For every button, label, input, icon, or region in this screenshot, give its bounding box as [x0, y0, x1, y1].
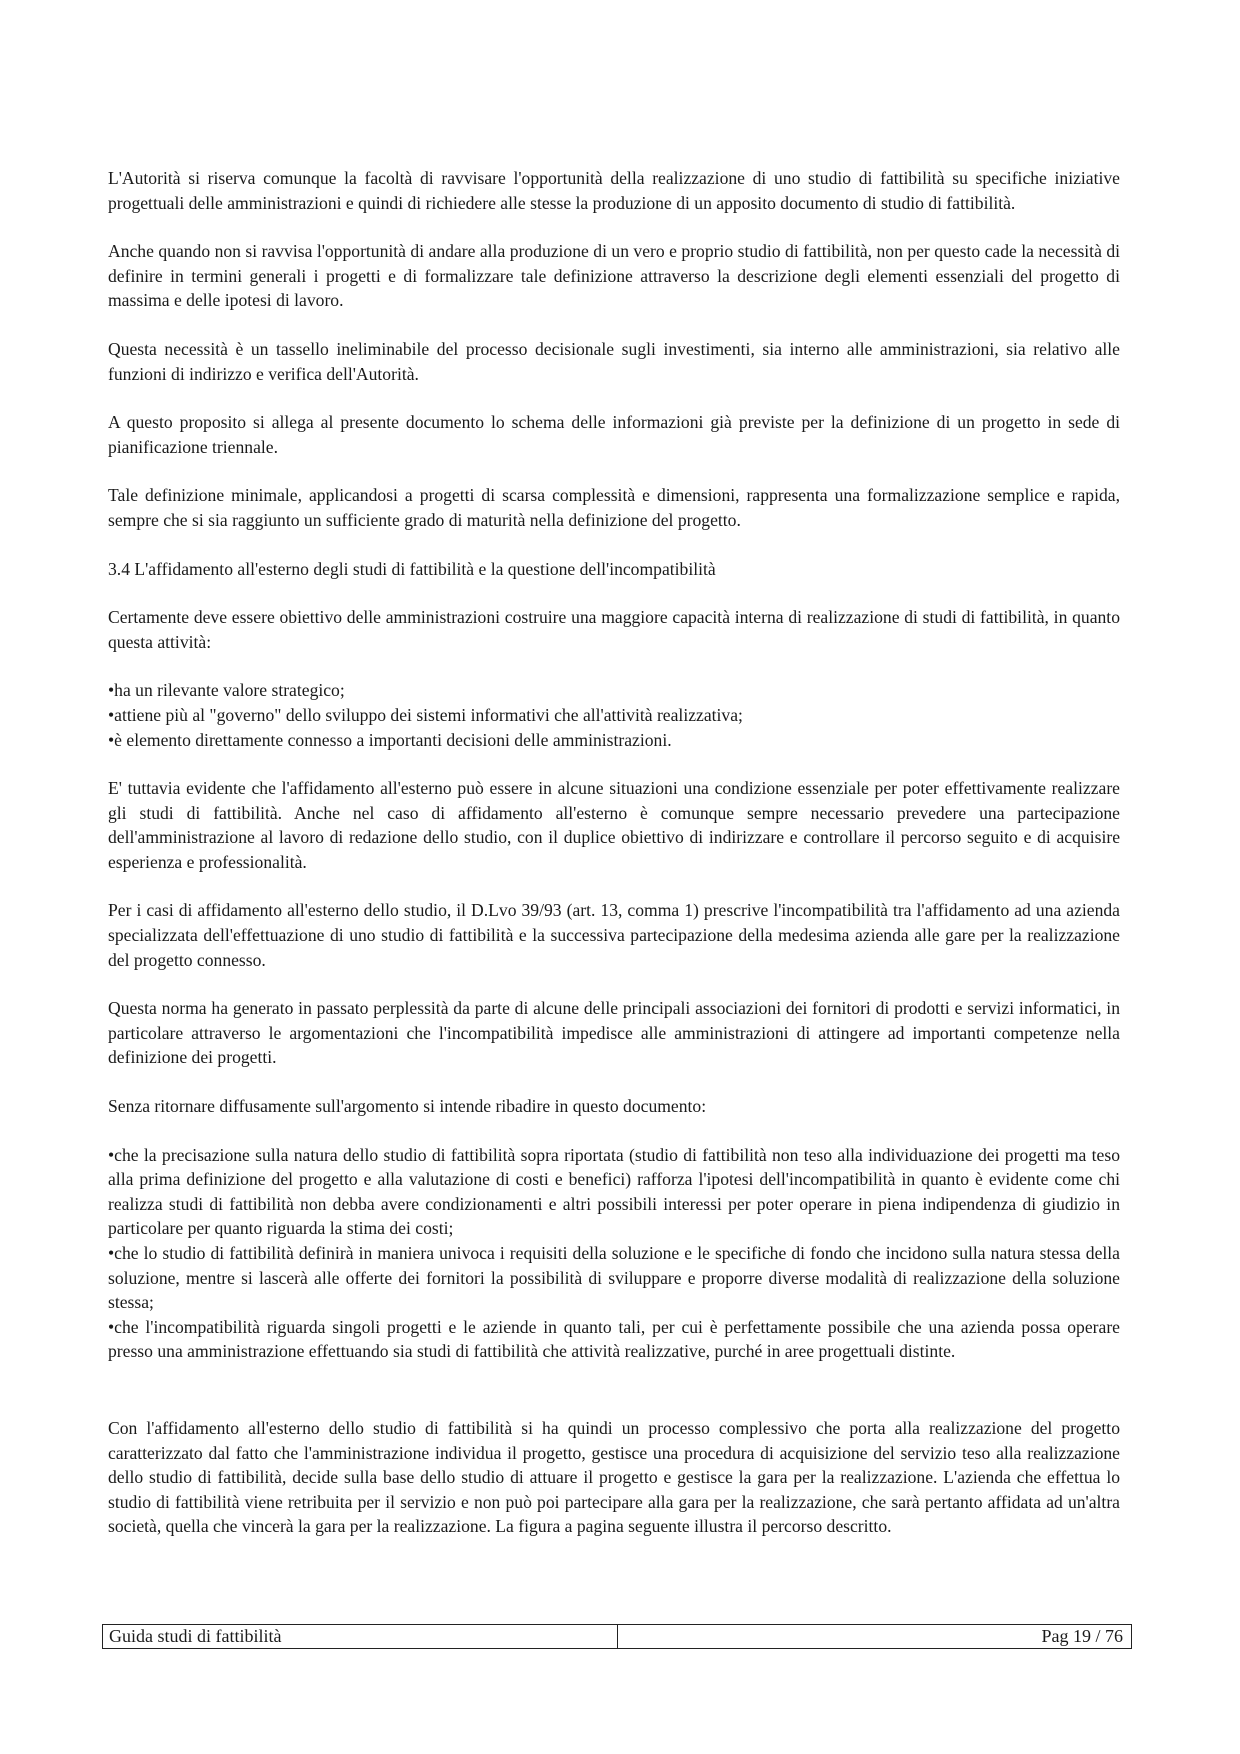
- paragraph: L'Autorità si riserva comunque la facoltà di ravvisare l'opportunità della realizzazione di uno studio di fattibilità su specifiche iniziative progettuali delle amministrazioni e quindi di richiedere alle stesse la produzione di un apposito documento di studio di fattibilità.: [108, 168, 1120, 213]
- list-item: • che la precisazione sulla natura dello studio di fattibilità sopra riportata (studio di fattibilità non teso alla individuazione dei progetti ma teso alla prima definizione del progetto e alla valutazione di costi e benefici) rafforza l'ipotesi dell'incompatibilità in quanto è evidente come chi realizza studi di fattibilità non debba avere condizionamenti e altri possibili interessi per poter operare in piena indipendenza di giudizio in particolare per quanto riguarda la stima dei costi;: [108, 1143, 1120, 1241]
- bullet-list: [108, 678, 1120, 752]
- bullet-list: [108, 1143, 1120, 1364]
- section-heading: 3.4 L'affidamento all'esterno degli studi di fattibilità e la questione dell'incompatibilità: [108, 558, 716, 579]
- list-item: • attiene più al "governo" dello sviluppo dei sistemi informativi che all'attività realizzativa;: [108, 703, 1120, 728]
- paragraph: Per i casi di affidamento all'esterno dello studio, il D.Lvo 39/93 (art. 13, comma 1) prescrive l'incompatibilità tra l'affidamento ad una azienda specializzata dell'effettuazione di uno studio di fattibilità e la successiva partecipazione della medesima azienda alle gare per la realizzazione del progetto connesso.: [108, 900, 1120, 970]
- paragraph: E' tuttavia evidente che l'affidamento all'esterno può essere in alcune situazioni una condizione essenziale per poter effettivamente realizzare gli studi di fattibilità. Anche nel caso di affidamento all'esterno è comunque sempre necessario prevedere una partecipazione dell'amministrazione al lavoro di redazione dello studio, con il duplice obiettivo di indirizzare e controllare il percorso seguito e di acquisire esperienza e professionalità.: [108, 778, 1120, 872]
- paragraph: Questa necessità è un tassello ineliminabile del processo decisionale sugli investimenti, sia interno alle amministrazioni, sia relativo alle funzioni di indirizzo e verifica dell'Autorità.: [108, 338, 1120, 384]
- list-item: • è elemento direttamente connesso a importanti decisioni delle amministrazioni.: [108, 728, 1120, 753]
- list-item: • che lo studio di fattibilità definirà in maniera univoca i requisiti della soluzione e le specifiche di fondo che incidono sulla natura stessa della soluzione, mentre si lascerà alle offerte dei fornitori la possibilità di sviluppare e proporre diverse modalità di realizzazione della soluzione stessa;: [108, 1241, 1120, 1315]
- paragraph: Senza ritornare diffusamente sull'argomento si intende ribadire in questo documento:: [108, 1096, 707, 1117]
- paragraph: A questo proposito si allega al presente documento lo schema delle informazioni già previste per la definizione di un progetto in sede di pianificazione triennale.: [108, 412, 1120, 457]
- page-footer: [102, 1624, 1132, 1649]
- page-number: Pag 19 / 76: [1041, 1626, 1123, 1646]
- paragraph: Anche quando non si ravvisa l'opportunità di andare alla produzione di un vero e proprio studio di fattibilità, non per questo cade la necessità di definire in termini generali i progetti e di formalizzare tale definizione attraverso la descrizione degli elementi essenziali del progetto di massima e delle ipotesi di lavoro.: [108, 241, 1120, 311]
- paragraph: Con l'affidamento all'esterno dello studio di fattibilità si ha quindi un processo complessivo che porta alla realizzazione del progetto caratterizzato dal fatto che l'amministrazione individua il progetto, gestisce una procedura di acquisizione del servizio teso alla realizzazione dello studio di fattibilità, decide sulla base dello studio di attuare il progetto e gestisce la gara per la realizzazione. L'azienda che effettua lo studio di fattibilità viene retribuita per il servizio e non può poi partecipare alla gara per la realizzazione, che sarà pertanto affidata ad un'altra società, quella che vincerà la gara per la realizzazione. La figura a pagina seguente illustra il percorso descritto.: [108, 1417, 1120, 1537]
- paragraph: Questa norma ha generato in passato perplessità da parte di alcune delle principali associazioni dei fornitori di prodotti e servizi informatici, in particolare attraverso le argomentazioni che l'incompatibilità impedisce alle amministrazioni di attingere ad importanti competenze nella definizione dei progetti.: [108, 998, 1120, 1068]
- list-item: • ha un rilevante valore strategico;: [108, 678, 1120, 703]
- paragraph: Certamente deve essere obiettivo delle amministrazioni costruire una maggiore capacità interna di realizzazione di studi di fattibilità, in quanto questa attività:: [108, 607, 1120, 652]
- list-item: • che l'incompatibilità riguarda singoli progetti e le aziende in quanto tali, per cui è perfettamente possibile che una azienda possa operare presso una amministrazione effettuando sia studi di fattibilità che attività realizzative, purché in aree progettuali distinte.: [108, 1315, 1120, 1364]
- footer-title: Guida studi di fattibilità: [103, 1625, 618, 1648]
- page-body: [108, 166, 1120, 1563]
- paragraph: Tale definizione minimale, applicandosi a progetti di scarsa complessità e dimensioni, rappresenta una formalizzazione semplice e rapida, sempre che si sia raggiunto un sufficiente grado di maturità nella definizione del progetto.: [108, 485, 1120, 530]
